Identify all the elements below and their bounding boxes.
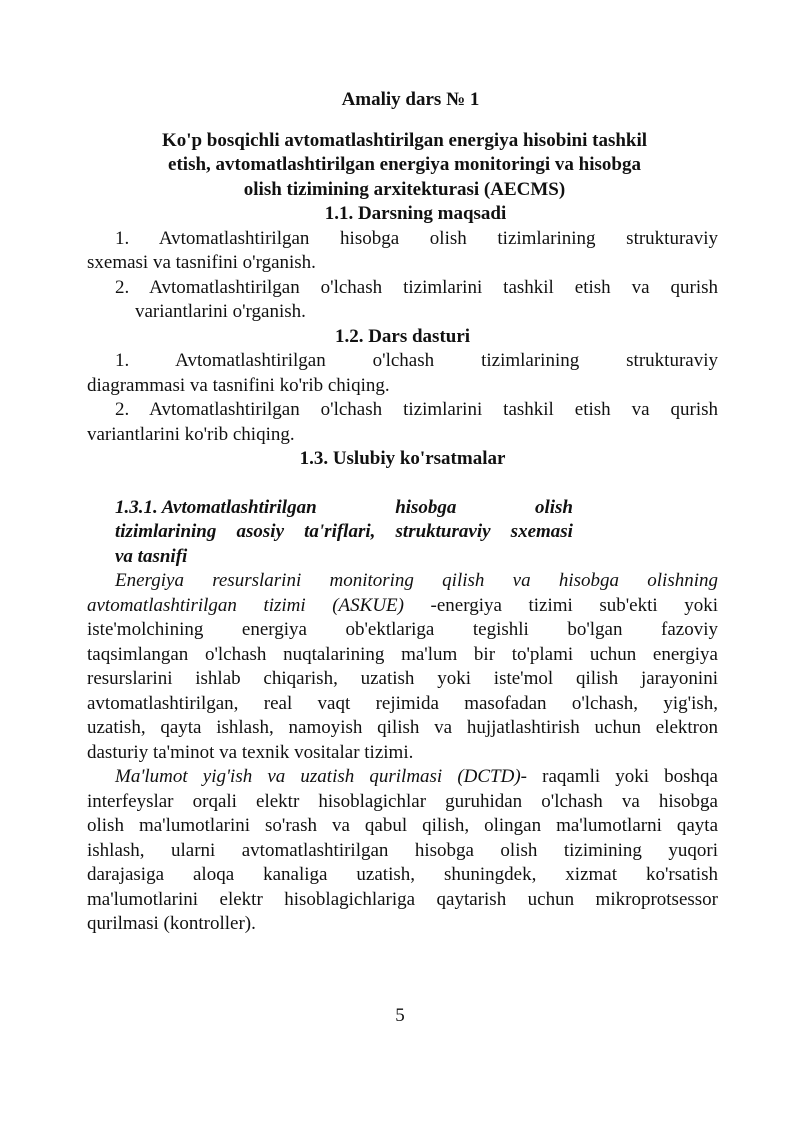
paragraph-line: Energiya resurslarini monitoring qilish va hisobga olishning [115, 570, 718, 591]
page-number: 5 [395, 1005, 405, 1026]
main-title-line: Ko'p bosqichli avtomatlashtirilgan energiya hisobini tashkil [161, 129, 648, 151]
goal-item-2-line-1: 2. Avtomatlashtirilgan o'lchash tizimlarini tashkil etish va qurish [115, 276, 718, 298]
lesson-title: Amaliy dars № 1 [341, 89, 480, 110]
section-heading-guidelines: 1.3. Uslubiy ko'rsatmalar [299, 448, 506, 469]
paragraph-dctd [87, 765, 718, 937]
section-heading-program: 1.2. Dars dasturi [334, 325, 471, 347]
paragraph-line: avtomatlashtirilgan, real vaqt rejimida masofadan o'lchash, yig'ish, [87, 692, 718, 714]
paragraph-line: dasturiy ta'minot va texnik vositalar tizimi. [87, 741, 414, 763]
paragraph-line: resurslarini ishlab chiqarish, uzatish yoki iste'mol qilish jarayonini [87, 668, 718, 689]
paragraph-line: iste'molchining energiya ob'ektlariga tegishli bo'lgan fazoviy [87, 619, 718, 640]
program-item-1-line-2: diagrammasi va tasnifini ko'rib chiqing. [87, 374, 390, 396]
paragraph-line: interfeyslar orqali elektr hisoblagichlar guruhidan o'lchash va hisobga [87, 790, 718, 812]
subheading-word: strukturaviy [395, 521, 491, 542]
goal-item-1-line-1: 1. Avtomatlashtirilgan hisobga olish tizimlarining strukturaviy [115, 227, 718, 249]
paragraph-askue [87, 569, 718, 765]
main-title-line: olish tizimining arxitekturasi (AECMS) [243, 178, 566, 200]
subheading-word: asosiy [236, 521, 284, 542]
paragraph-line: ishlash, ularni avtomatlashtirilgan hisobga olish tizimining yuqori [87, 839, 718, 861]
subheading-word: 1.3.1. Avtomatlashtirilgan [115, 496, 317, 518]
paragraph-line: Ma'lumot yig'ish va uzatish qurilmasi (DCTD)- raqamli yoki boshqa [115, 766, 718, 787]
subheading-word: tizimlarining [115, 521, 217, 542]
paragraph-line: avtomatlashtirilgan tizimi (ASKUE) -energiya tizimi sub'ekti yoki [87, 594, 718, 616]
paragraph-line: uzatish, qayta ishlash, namoyish qilish va hujjatlashtirish uchun elektron [87, 717, 718, 738]
goal-item-1-line-2: sxemasi va tasnifini o'rganish. [87, 252, 316, 273]
main-title-line: etish, avtomatlashtirilgan energiya monitoringi va hisobga [168, 154, 641, 175]
paragraph-line: darajasiga aloqa kanaliga uzatish, shuningdek, xizmat ko'rsatish [87, 864, 718, 885]
main-title [87, 129, 718, 203]
subheading-word: hisobga [395, 496, 457, 518]
paragraph-line: ma'lumotlarini elektr hisoblagichlariga qaytarish uchun mikroprotsessor [87, 888, 718, 910]
subheading-word: ta'riflari, [304, 521, 376, 542]
paragraph-line: taqsimlangan o'lchash nuqtalarining ma'lum bir to'plami uchun energiya [87, 643, 718, 665]
program-item-1-line-1: 1. Avtomatlashtirilgan o'lchash tizimlarining strukturaviy [115, 350, 718, 371]
paragraph-line: qurilmasi (kontroller). [87, 913, 256, 934]
program-item-2-line-1: 2. Avtomatlashtirilgan o'lchash tizimlarini tashkil etish va qurish [115, 399, 718, 420]
program-item-2-line-2: variantlarini ko'rib chiqing. [87, 423, 295, 445]
section-heading-goal: 1.1. Darsning maqsadi [324, 203, 507, 224]
goal-item-2-line-2: variantlarini o'rganish. [135, 301, 306, 322]
paragraph-line: olish ma'lumotlarini so'rash va qabul qilish, olingan ma'lumotlarni qayta [87, 815, 718, 836]
subheading-word: olish [534, 496, 573, 518]
document-page [87, 88, 718, 937]
goal-list [87, 227, 718, 325]
program-list [87, 349, 718, 447]
subheading-word: sxemasi [510, 521, 573, 542]
subheading-line: va tasnifi [115, 545, 188, 567]
subsection-heading [87, 496, 573, 570]
